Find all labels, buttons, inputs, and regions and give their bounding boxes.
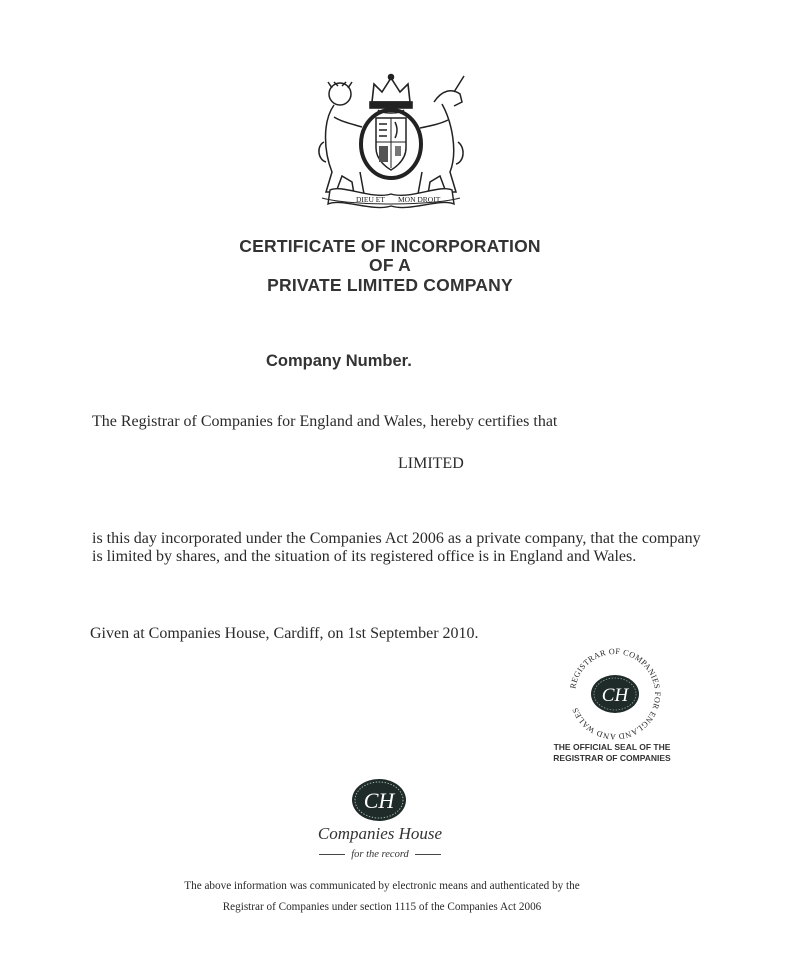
lion-supporter-icon bbox=[319, 82, 364, 194]
seal-caption bbox=[537, 742, 687, 764]
seal-monogram-icon bbox=[591, 675, 639, 713]
certificate-title-line3: PRIVATE LIMITED COMPANY bbox=[267, 275, 513, 295]
motto-right: MON DROIT bbox=[398, 195, 441, 204]
companies-house-tagline bbox=[305, 849, 455, 860]
given-at-line: Given at Companies House, Cardiff, on 1st September 2010. bbox=[90, 625, 479, 642]
ch-logo-monogram: CH bbox=[363, 788, 395, 813]
footer-line2: Registrar of Companies under section 1115 of the Companies Act 2006 bbox=[222, 901, 542, 913]
seal-caption-line2: REGISTRAR OF COMPANIES bbox=[553, 753, 671, 763]
registrar-statement: The Registrar of Companies for England and Wales, hereby certifies that bbox=[92, 413, 558, 430]
unicorn-supporter-icon bbox=[418, 76, 464, 194]
royal-coat-of-arms bbox=[312, 72, 470, 212]
seal-ring-text: REGISTRAR OF COMPANIES FOR ENGLAND AND WALES bbox=[568, 646, 663, 742]
tagline-text: for the record bbox=[351, 849, 409, 860]
shield-icon bbox=[361, 110, 421, 178]
companies-house-name: Companies House bbox=[317, 824, 443, 843]
crown-icon bbox=[370, 75, 412, 109]
company-name: LIMITED bbox=[398, 455, 464, 472]
company-number-label: Company Number. bbox=[266, 352, 412, 370]
motto-left: DIEU ET bbox=[356, 195, 385, 204]
tagline-rule-right bbox=[415, 854, 441, 855]
tagline-rule-left bbox=[319, 854, 345, 855]
footer-line1: The above information was communicated by electronic means and authenticated by the bbox=[184, 880, 580, 892]
motto-scroll bbox=[328, 189, 454, 208]
registrar-official-seal bbox=[560, 644, 670, 744]
incorporation-paragraph: is this day incorporated under the Companies Act 2006 as a private company, that the company is limited by shares, and the situation of its registered office is in England and Wales. bbox=[92, 530, 701, 565]
companies-house-logo-icon bbox=[350, 777, 408, 823]
certificate-title-line2: OF A bbox=[369, 255, 411, 275]
seal-monogram: CH bbox=[601, 685, 629, 706]
certificate-title-line1: CERTIFICATE OF INCORPORATION bbox=[239, 236, 541, 256]
seal-caption-line1: THE OFFICIAL SEAL OF THE bbox=[553, 742, 671, 752]
